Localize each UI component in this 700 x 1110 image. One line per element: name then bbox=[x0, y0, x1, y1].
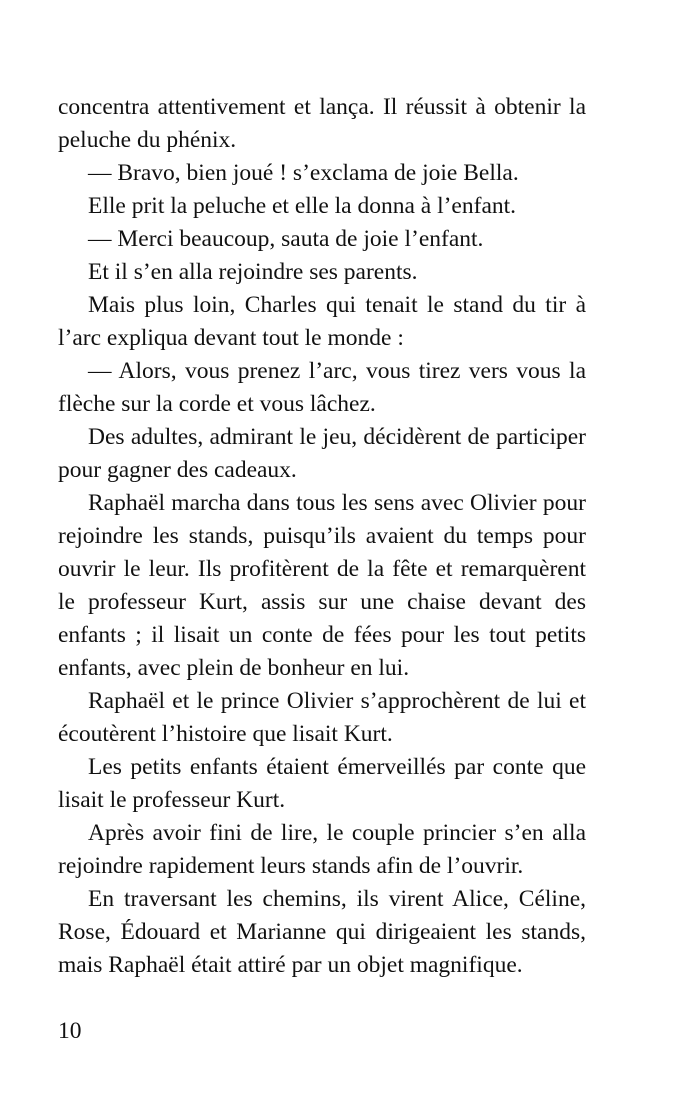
paragraph-8: Des adultes, admirant le jeu, décidèrent de participer pour gagner des cadeaux. bbox=[58, 424, 586, 483]
paragraph-1: concentra attentivement et lança. Il réussit à obtenir la peluche du phénix. bbox=[58, 94, 586, 153]
paragraph-11: Les petits enfants étaient émerveillés par conte que lisait le professeur Kurt. bbox=[58, 754, 586, 813]
paragraph-9: Raphaël marcha dans tous les sens avec Olivier pour rejoindre les stands, puisqu’ils avaient du temps pour ouvrir le leur. Ils profitèrent de la fête et remarquèrent le professeur Kurt, assis sur une chaise devant des enfants ; il lisait un conte de fées pour les tout petits enfants, avec plein de bonheur en lui. bbox=[58, 490, 586, 681]
paragraph-7: — Alors, vous prenez l’arc, vous tirez vers vous la flèche sur la corde et vous lâchez. bbox=[58, 358, 586, 417]
paragraph-5: Et il s’en alla rejoindre ses parents. bbox=[88, 259, 418, 285]
paragraph-12: Après avoir fini de lire, le couple princier s’en alla rejoindre rapidement leurs stands afin de l’ouvrir. bbox=[58, 820, 586, 879]
paragraph-10: Raphaël et le prince Olivier s’approchèrent de lui et écoutèrent l’histoire que lisait Kurt. bbox=[58, 688, 586, 747]
paragraph-2: — Bravo, bien joué ! s’exclama de joie Bella. bbox=[88, 160, 519, 186]
paragraph-4: — Merci beaucoup, sauta de joie l’enfant. bbox=[88, 226, 484, 252]
paragraph-3: Elle prit la peluche et elle la donna à l’enfant. bbox=[88, 193, 517, 219]
body-text bbox=[58, 91, 586, 982]
paragraph-13: En traversant les chemins, ils virent Alice, Céline, Rose, Édouard et Marianne qui dirigeaient les stands, mais Raphaël était attiré par un objet magnifique. bbox=[58, 886, 586, 978]
paragraph-6: Mais plus loin, Charles qui tenait le stand du tir à l’arc expliqua devant tout le monde : bbox=[58, 292, 586, 351]
page-number: 10 bbox=[58, 1018, 82, 1044]
